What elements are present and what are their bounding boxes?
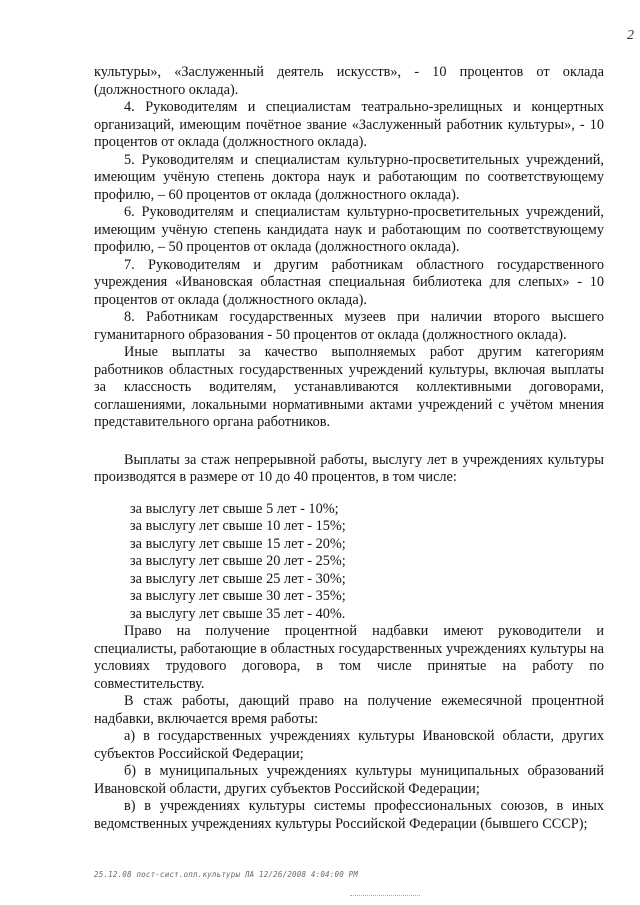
paragraph: 7. Руководителям и другим работникам областного государственного учреждения «Ивановская областная специальная библиотека для слепых» - 10 процентов от оклада (должностного оклада). [94,256,604,308]
list-item: за выслугу лет свыше 25 лет - 30%; [130,570,346,587]
paragraph: 8. Работникам государственных музеев при наличии второго высшего гуманитарного образования - 50 процентов от оклада (должностного оклада). [94,309,604,343]
file-footer: 25.12.08 пост-сист.опл.культуры ЛА 12/26/2008 4:04:00 PM [94,870,359,879]
seniority-intro: Выплаты за стаж непрерывной работы, выслугу лет в учреждениях культуры производятся в размере от 10 до 40 процентов, в том числе: [94,451,604,485]
page-number: 2 [627,28,634,43]
list-item: за выслугу лет свыше 5 лет - 10%; [130,500,339,517]
paragraph: 4. Руководителям и специалистам театрально-зрелищных и концертных организаций, имеющим почётное звание «Заслуженный работник культуры», - 10 процентов от оклада (должностного оклада). [94,99,604,150]
scan-artifact [350,895,420,899]
list-item: за выслугу лет свыше 15 лет - 20%; [130,535,346,552]
paragraph: 5. Руководителям и специалистам культурно-просветительных учреждений, имеющим учёную степень доктора наук и работающим по соответствующему профилю, – 60 процентов от оклада (должностного оклада). [94,151,604,203]
spacer [94,432,604,452]
paragraph: 6. Руководителям и специалистам культурно-просветительных учреждений, имеющим учёную степень кандидата наук и работающим по соответствующему профилю, – 50 процентов от оклада (должностного оклада). [94,204,604,255]
paragraph: Иные выплаты за качество выполняемых работ другим категориям работников областных государственных учреждений культуры, включая выплаты за классность водителям, устанавливаются коллективными договорами, соглашениями, локальными нормативными актами учреждений с учётом мнения представительного органа работников. [94,344,604,430]
seniority-list [94,501,604,624]
document-body [94,64,604,833]
paragraph: б) в муниципальных учреждениях культуры муниципальных образований Ивановской области, других субъектов Российской Федерации; [94,763,604,797]
list-item: за выслугу лет свыше 10 лет - 15%; [130,518,346,534]
list-item: за выслугу лет свыше 20 лет - 25%; [130,553,346,569]
paragraph: Право на получение процентной надбавки имеют руководители и специалисты, работающие в областных государственных учреждениях культуры на условиях трудового договора, в том числе принятые на работу по совместительству. [94,623,604,692]
paragraph: в) в учреждениях культуры системы профессиональных союзов, в иных ведомственных учреждениях культуры Российской Федерации (бывшего СССР); [94,798,604,832]
spacer [94,487,604,501]
paragraph: культуры», «Заслуженный деятель искусств», - 10 процентов от оклада (должностного оклада). [94,64,604,98]
list-item: за выслугу лет свыше 30 лет - 35%; [130,588,346,604]
paragraph: а) в государственных учреждениях культуры Ивановской области, других субъектов Российской Федерации; [94,728,604,762]
paragraph: В стаж работы, дающий право на получение ежемесячной процентной надбавки, включается время работы: [94,693,604,727]
list-item: за выслугу лет свыше 35 лет - 40%. [130,605,346,622]
